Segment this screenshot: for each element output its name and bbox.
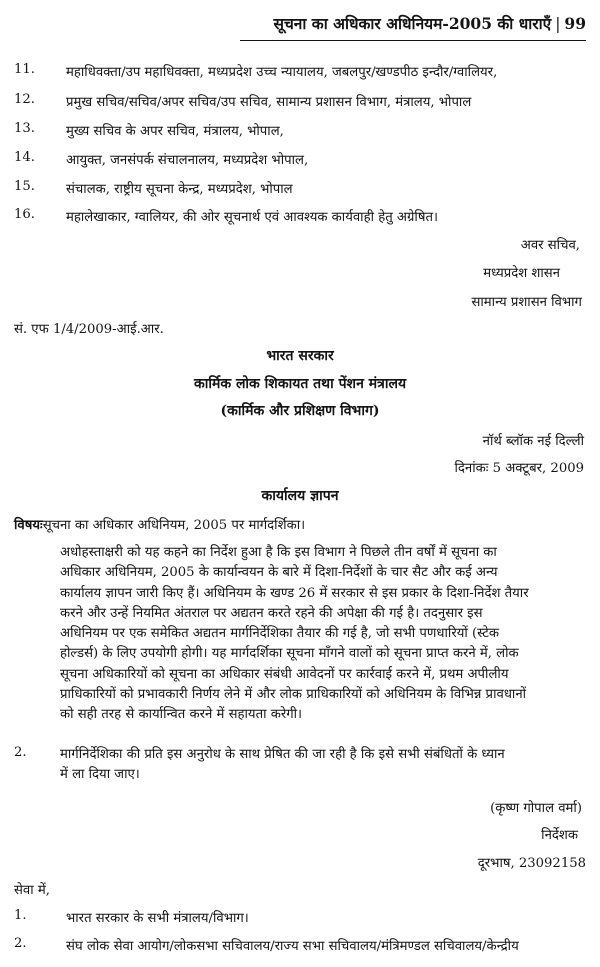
list-item-number: 11. [14, 62, 35, 77]
header-separator: | [555, 15, 561, 33]
paragraph-line: अधिनियम पर एक समेकित अद्यतन मार्गनिर्देशिका तैयार की गई है, जो सभी पणधारियों (स्टेक [60, 626, 500, 642]
memo-date: दिनांकः 5 अक्टूबर, 2009 [454, 461, 584, 476]
signatory-department: सामान्य प्रशासन विभाग [471, 295, 582, 310]
list-item-text: महाधिवक्ता/उप महाधिवक्ता, मध्यप्रदेश उच्च न्यायालय, जबलपुर/खण्डपीठ इन्दौर/ग्वालियर, [66, 65, 498, 80]
list-item-text: महालेखाकार, ग्वालियर, की ओर सूचनार्थ एवं आवश्यक कार्यवाही हेतु अग्रेषित। [66, 210, 438, 225]
subject-text: सूचना का अधिकार अधिनियम, 2005 पर मार्गदर्शिका। [42, 518, 306, 533]
list-item-number: 15. [14, 179, 35, 194]
signatory-title: निर्देशक [541, 828, 578, 843]
recipient-number: 2. [14, 936, 27, 951]
paragraph-line: होल्डर्स) के लिए उपयोगी होगी। यह मार्गदर्शिका सूचना माँगने वालों को सूचना प्राप्त करने में, लोक [60, 646, 519, 662]
signatory-phone: दूरभाष, 23092158 [477, 856, 586, 871]
office-line-1: भारत सरकार [266, 348, 334, 364]
list-item-text: आयुक्त, जनसंपर्क संचालनालय, मध्यप्रदेश भोपाल, [66, 153, 309, 168]
paragraph-2 [60, 745, 586, 786]
list-item-number: 13. [14, 121, 35, 136]
to-label: सेवा में, [14, 883, 50, 898]
page-number: 99 [564, 14, 586, 33]
recipient-number: 1. [14, 908, 27, 923]
paragraph-line: को सही तरह से कार्यान्वित करने में सहायता करेगी। [60, 707, 303, 723]
paragraph-line: सूचना अधिकारियों को सूचना का अधिकार संबंधी आवेदनों पर कार्रवाई करने में, प्रथम अपीलीय [60, 666, 509, 682]
list-item-text: संचालक, राष्ट्रीय सूचना केन्द्र, मध्यप्रदेश, भोपाल [66, 182, 293, 197]
subject-line [14, 515, 305, 533]
office-line-3: (कार्मिक और प्रशिक्षण विभाग) [220, 403, 380, 419]
recipient-text: भारत सरकार के सभी मंत्रालय/विभाग। [66, 911, 249, 926]
paragraph-line: कार्यालय ज्ञापन जारी किए हैं। अधिनियम के खण्ड 26 में सरकार से इस प्रकार के दिशा-निर्देश तैयार [60, 585, 529, 601]
list-item-number: 14. [14, 150, 35, 165]
list-item-text: मुख्य सचिव के अपर सचिव, मंत्रालय, भोपाल, [66, 124, 284, 139]
signatory-designation: अवर सचिव, [520, 238, 580, 253]
paragraph-line: अधोहस्ताक्षरी को यह कहने का निर्देश हुआ है कि इस विभाग ने पिछले तीन वर्षों में सूचना का [60, 545, 497, 560]
signatory-government: मध्यप्रदेश शासन [483, 266, 560, 281]
paragraph-2-number: 2. [14, 745, 27, 760]
paragraph-line: करने और उन्हें नियमित अंतराल पर अद्यतन करते रहने की अपेक्षा की गई है। तदनुसार इस [60, 605, 483, 621]
list-item-number: 12. [14, 92, 35, 107]
paragraph-line: प्राधिकारियों को प्रभावकारी निर्णय लेने में और लोक प्राधिकारियों को अधिनियम के विभिन्न प्रावधानों [60, 687, 527, 703]
office-address: नॉर्थ ब्लॉक नई दिल्ली [482, 434, 584, 449]
office-line-2: कार्मिक लोक शिकायत तथा पेंशन मंत्रालय [193, 376, 407, 392]
recipient-text: संघ लोक सेवा आयोग/लोकसभा सचिवालय/राज्य सभा सचिवालय/मंत्रिमण्डल सचिवालय/केन्द्रीय [66, 939, 519, 954]
paragraph-line: अधिकार अधिनियम, 2005 के कार्यान्वयन के बारे में दिशा-निर्देशों के चार सैट और कई अन्य [60, 565, 498, 581]
signatory-name: (कृष्ण गोपाल वर्मा) [490, 801, 582, 816]
page-header [240, 12, 586, 41]
subject-label: विषयः [14, 518, 43, 533]
header-title: सूचना का अधिकार अधिनियम-2005 की धाराएँ [273, 14, 552, 33]
list-item-number: 16. [14, 207, 35, 222]
list-item-text: प्रमुख सचिव/सचिव/अपर सचिव/उप सचिव, सामान्य प्रशासन विभाग, मंत्रालय, भोपाल [66, 95, 472, 110]
file-number: सं. एफ 1/4/2009-आई.आर. [14, 322, 164, 337]
memo-title: कार्यालय ज्ञापन [261, 488, 339, 504]
paragraph-1 [60, 543, 586, 726]
paragraph-line: मार्गनिर्देशिका की प्रति इस अनुरोध के साथ प्रेषित की जा रही है कि इसे सभी संबंधितों के ध्यान [60, 747, 505, 762]
paragraph-line: में ला दिया जाए। [60, 767, 140, 783]
